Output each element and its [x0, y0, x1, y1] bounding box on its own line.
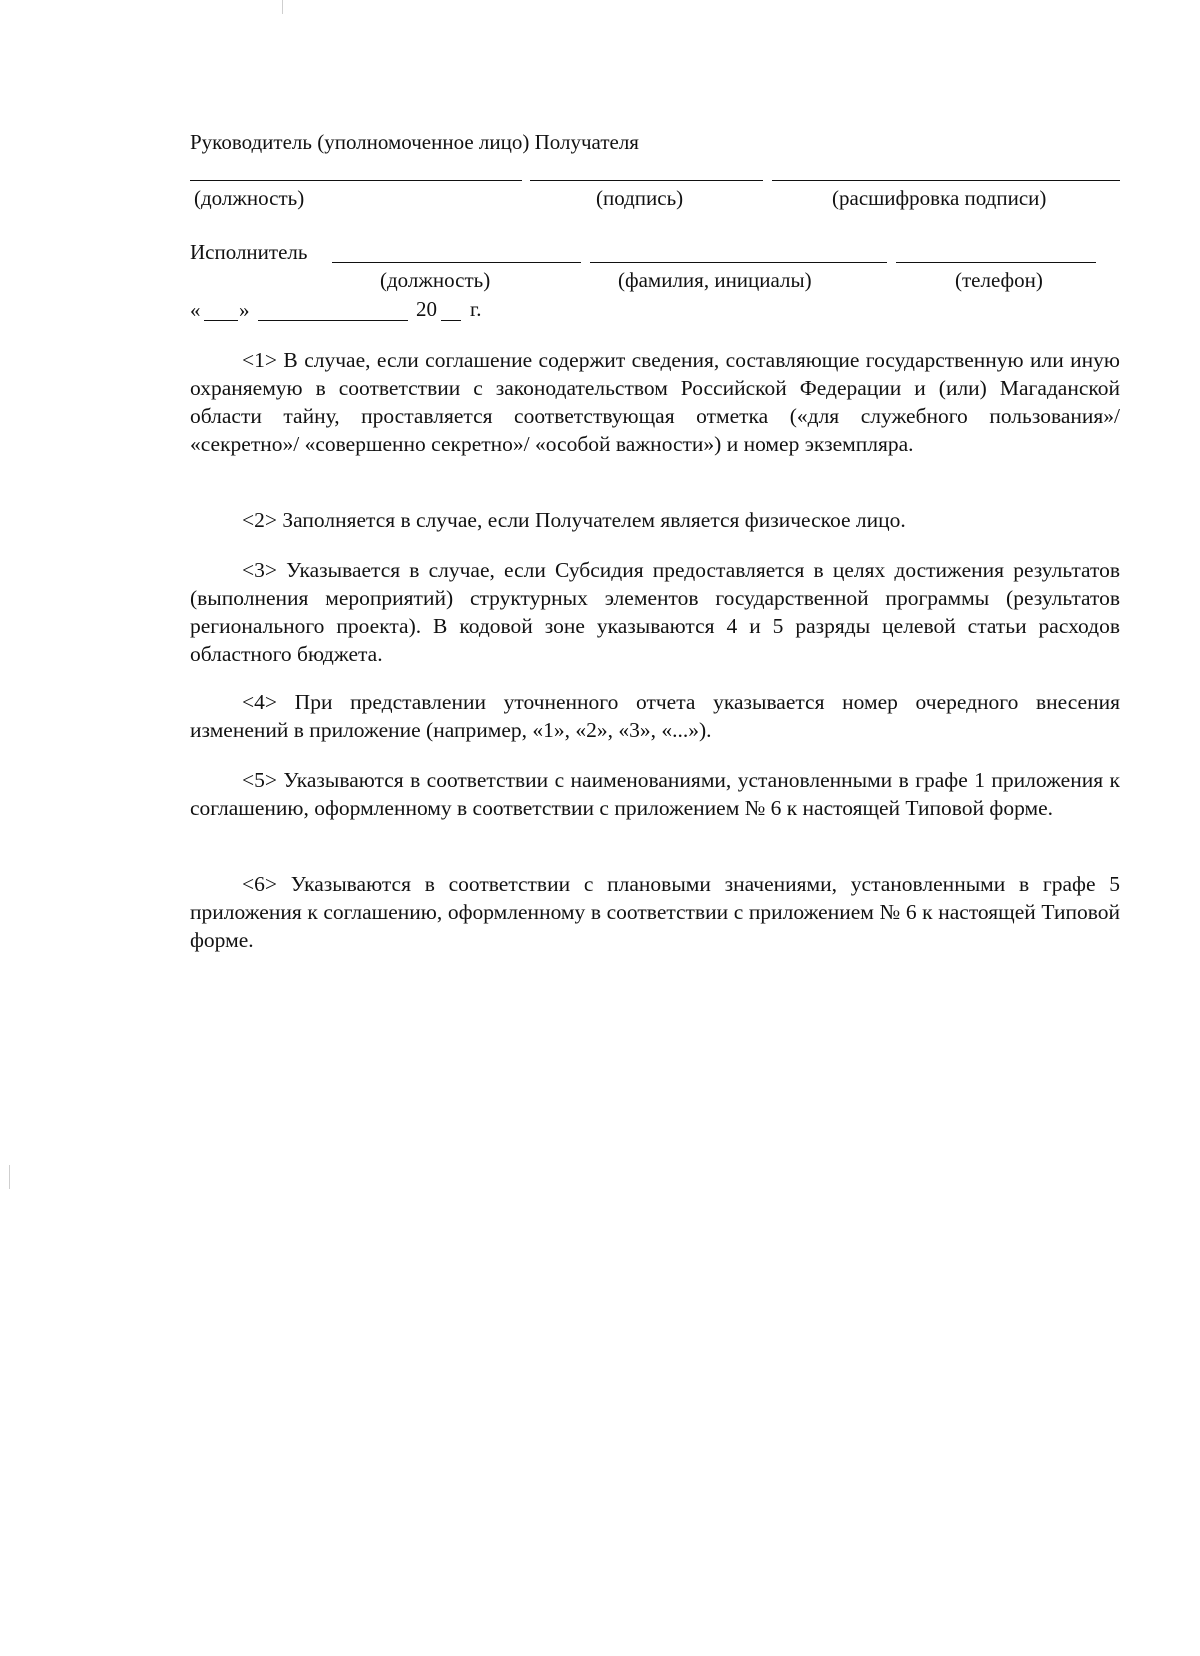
executor-line-position — [332, 262, 581, 263]
footnote-text: <6> Указываются в соответствии с плановыми значениями, установленными в графе 5 приложения к соглашению, оформленному в соответствии с приложением № 6 к настоящей Типовой форме. — [190, 872, 1120, 952]
signature-line-position — [190, 180, 522, 181]
date-close-quote: » — [239, 298, 250, 322]
footnote-text: <1> В случае, если соглашение содержит сведения, составляющие государственную или иную охраняемую в соответствии с законодательством Российской Федерации и (или) Магаданской области тайну, проставляется соответствующая отметка («для служебного пользования»/ «секретно»/ «совершенно секретно»/ «особой важности») и номер экземпляра. — [190, 348, 1120, 456]
footnote-text: <4> При представлении уточненного отчета указывается номер очередного внесения изменений в приложение (например, «1», «2», «3», «...»). — [190, 690, 1120, 742]
footnote-5 — [190, 766, 1120, 822]
signature-line-signature — [530, 180, 763, 181]
footnote-6 — [190, 870, 1120, 954]
footnote-2 — [190, 506, 1120, 534]
date-year-prefix: 20 — [416, 297, 437, 321]
executor-name-label: (фамилия, инициалы) — [618, 268, 812, 292]
executor-phone-label: (телефон) — [955, 268, 1043, 292]
footnote-text: <3> Указывается в случае, если Субсидия предоставляется в целях достижения результатов (выполнения мероприятий) структурных элементов государственной программы (результатов регионального проекта). В кодовой зоне указываются 4 и 5 разряды целевой статьи расходов областного бюджета. — [190, 558, 1120, 666]
date-year-suffix: г. — [470, 297, 482, 321]
scan-artifact-left — [9, 1165, 10, 1189]
footnote-4 — [190, 688, 1120, 744]
date-month-blank — [258, 320, 408, 321]
footnote-text: <5> Указываются в соответствии с наименованиями, установленными в графе 1 приложения к соглашению, оформленному в соответствии с приложением № 6 к настоящей Типовой форме. — [190, 768, 1120, 820]
footnote-3 — [190, 556, 1120, 668]
head-title: Руководитель (уполномоченное лицо) Получателя — [190, 130, 639, 154]
executor-position-label: (должность) — [380, 268, 491, 292]
signature-line-decoding — [772, 180, 1120, 181]
date-open-quote: « — [190, 298, 201, 322]
label-signature: (подпись) — [596, 186, 684, 210]
date-year-blank — [441, 320, 461, 321]
executor-line-name — [590, 262, 887, 263]
label-position: (должность) — [194, 186, 305, 210]
footnote-1 — [190, 346, 1120, 458]
executor-label: Исполнитель — [190, 240, 308, 264]
scan-artifact-top — [282, 0, 283, 14]
executor-line-phone — [896, 262, 1096, 263]
date-day-blank — [204, 320, 238, 321]
footnote-text: <2> Заполняется в случае, если Получателем является физическое лицо. — [242, 508, 906, 532]
label-decoding: (расшифровка подписи) — [832, 186, 1047, 210]
